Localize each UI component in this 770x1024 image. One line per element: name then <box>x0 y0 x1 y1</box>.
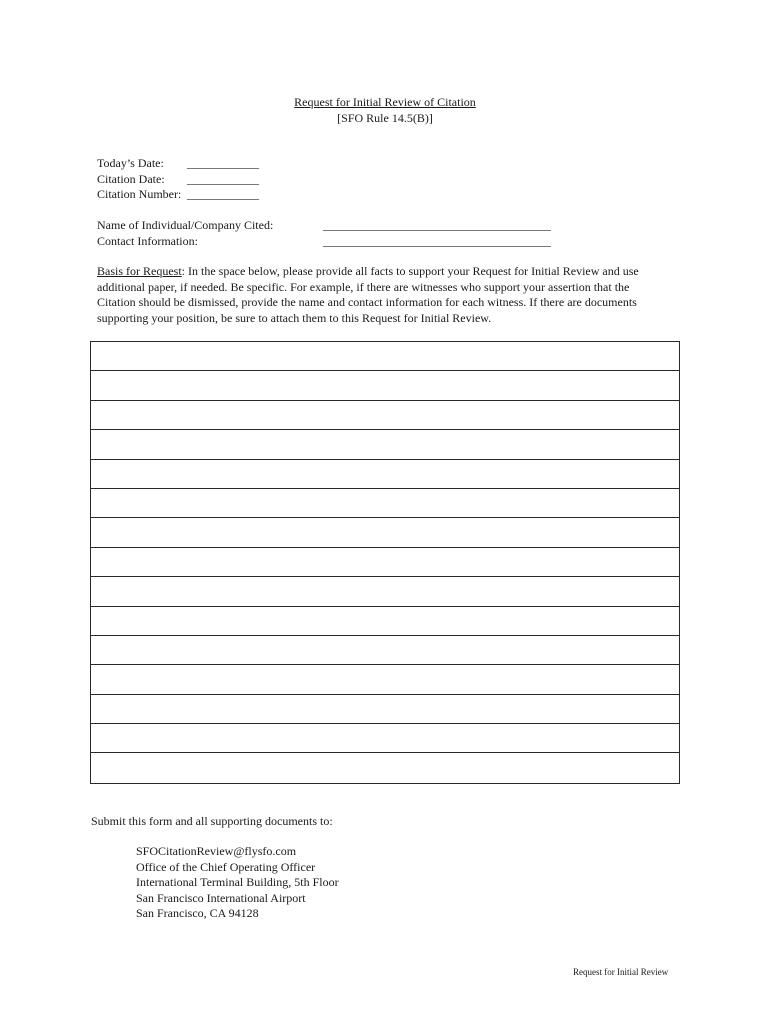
citation-number-field[interactable]: ____________ <box>187 187 259 201</box>
writing-row[interactable] <box>91 665 679 694</box>
writing-row[interactable] <box>91 371 679 400</box>
writing-row[interactable] <box>91 636 679 665</box>
todays-date-field[interactable]: ____________ <box>187 156 259 170</box>
writing-row[interactable] <box>91 460 679 489</box>
writing-row[interactable] <box>91 695 679 724</box>
address-email: SFOCitationReview@flysfo.com <box>136 844 297 858</box>
contact-info-row <box>97 234 551 250</box>
contact-info-label: Contact Information: <box>97 233 198 248</box>
basis-heading: Basis for Request <box>97 264 182 278</box>
form-header <box>0 95 770 126</box>
basis-writing-area[interactable] <box>90 341 680 784</box>
form-title: Request for Initial Review of Citation <box>294 95 476 109</box>
name-cited-label: Name of Individual/Company Cited: <box>97 218 274 232</box>
basis-line-1 <box>97 264 677 280</box>
writing-row[interactable] <box>91 342 679 371</box>
basis-line-3: Citation should be dismissed, provide the name and contact information for each witness. If there are documents <box>97 295 637 309</box>
basis-instructions <box>97 264 677 326</box>
mailing-address <box>136 844 339 922</box>
todays-date-row <box>97 156 259 172</box>
todays-date-label: Today’s Date: <box>97 156 164 170</box>
address-building: International Terminal Building, 5th Floor <box>136 875 339 889</box>
citation-date-label: Citation Date: <box>97 171 165 186</box>
contact-fields <box>97 218 551 249</box>
writing-row[interactable] <box>91 577 679 606</box>
writing-row[interactable] <box>91 607 679 636</box>
citation-number-label: Citation Number: <box>97 187 182 201</box>
contact-info-field[interactable]: ______________________________________ <box>323 233 551 248</box>
citation-date-row <box>97 172 259 188</box>
writing-row[interactable] <box>91 430 679 459</box>
address-airport: San Francisco International Airport <box>136 890 306 905</box>
submit-instructions: Submit this form and all supporting documents to: <box>91 814 333 828</box>
citation-number-row <box>97 187 259 203</box>
writing-row[interactable] <box>91 489 679 518</box>
address-city: San Francisco, CA 94128 <box>136 906 259 920</box>
name-cited-field[interactable]: ______________________________________ <box>323 218 551 232</box>
form-subtitle: [SFO Rule 14.5(B)] <box>337 110 433 125</box>
address-office: Office of the Chief Operating Officer <box>136 859 316 874</box>
writing-row[interactable] <box>91 548 679 577</box>
writing-row[interactable] <box>91 518 679 547</box>
page-footer: Request for Initial Review <box>573 967 669 977</box>
basis-line-1-text: : In the space below, please provide all facts to support your Request for Initial Review and use <box>181 264 639 278</box>
writing-row[interactable] <box>91 753 679 782</box>
citation-fields <box>97 156 259 203</box>
citation-date-field[interactable]: ____________ <box>187 171 259 186</box>
writing-row[interactable] <box>91 724 679 753</box>
name-cited-row <box>97 218 551 234</box>
basis-line-2: additional paper, if needed. Be specific. For example, if there are witnesses who support your assertion that the <box>97 279 630 294</box>
basis-line-4: supporting your position, be sure to attach them to this Request for Initial Review. <box>97 310 492 325</box>
writing-row[interactable] <box>91 401 679 430</box>
